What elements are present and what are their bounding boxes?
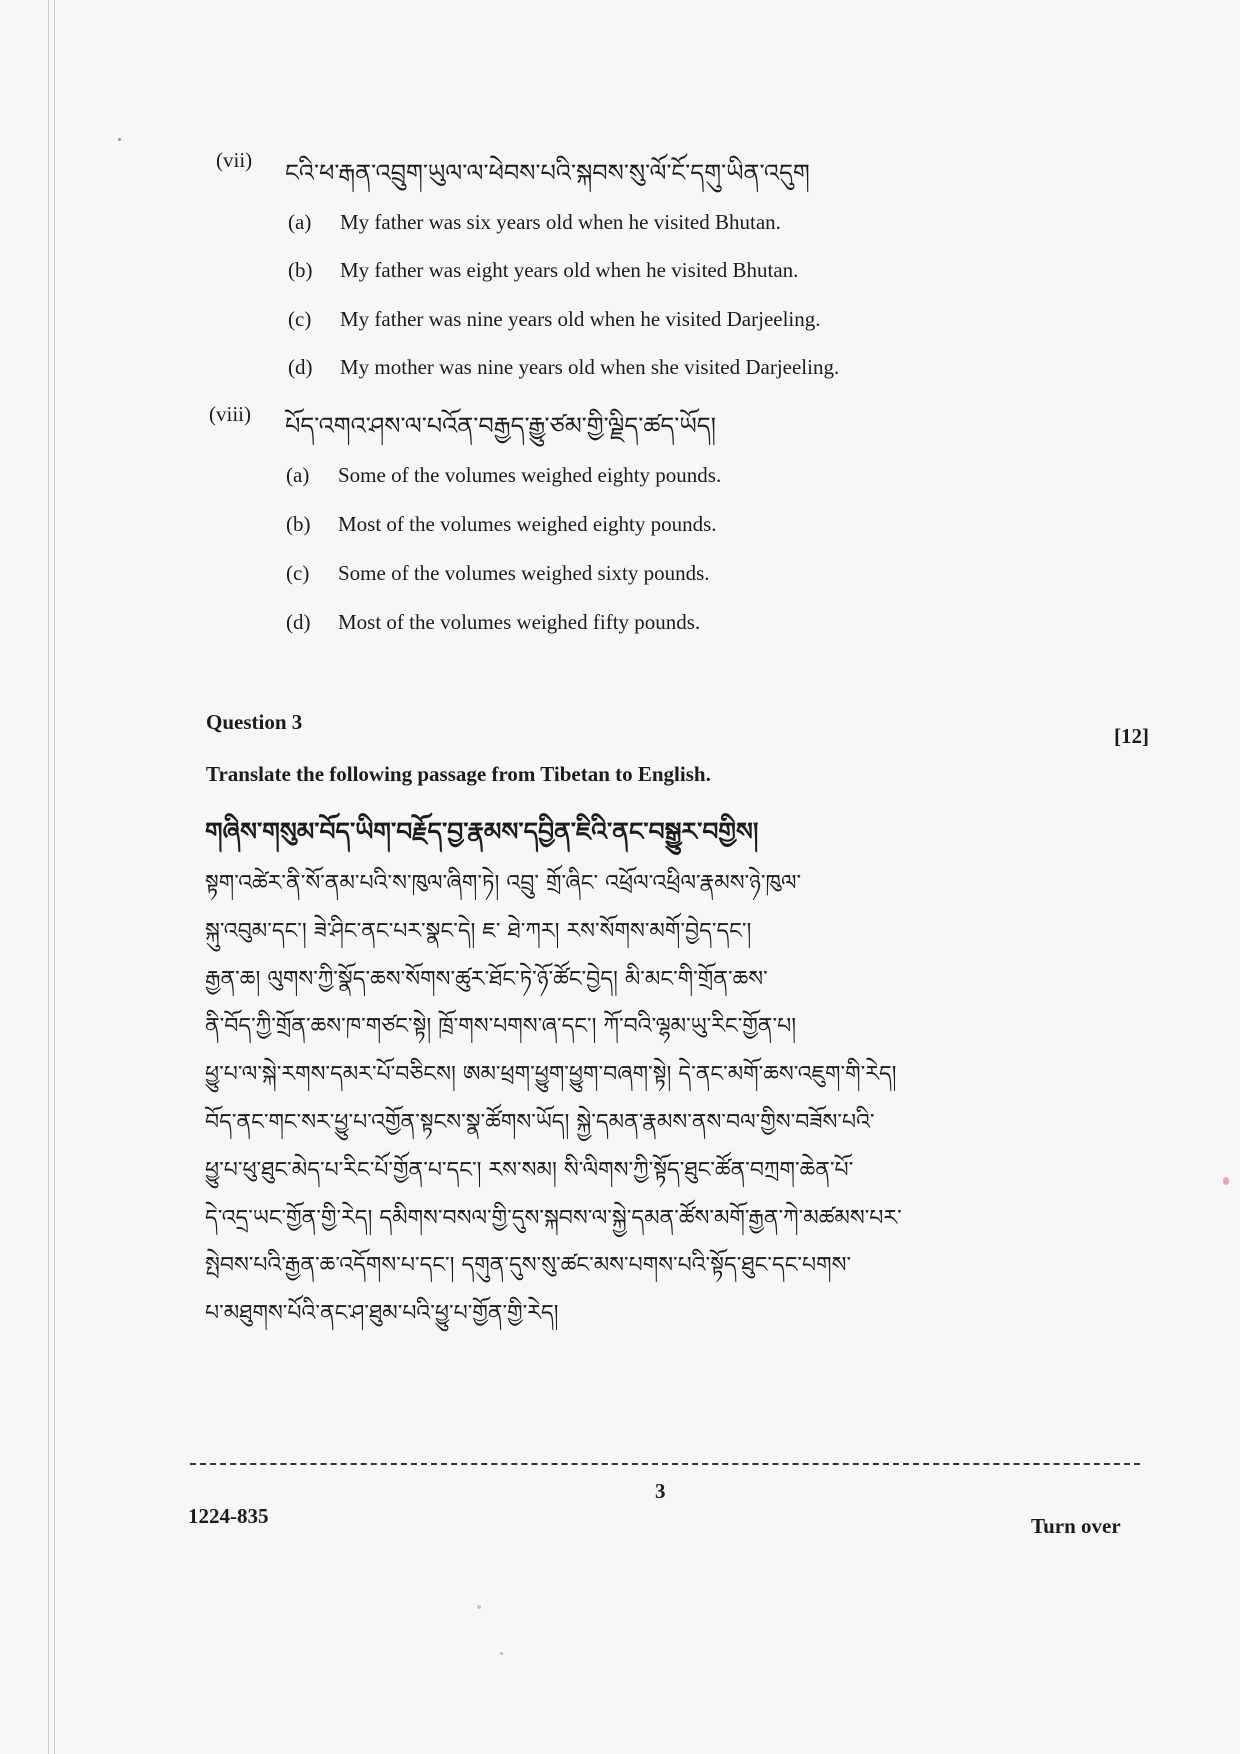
question-vii-option-d (288, 355, 839, 380)
option-letter: (b) (286, 512, 311, 536)
passage-line: དེ་འདྲ་ཡང་གྱོན་གྱི་རེད། དམིགས་བསལ་གྱི་དུས་སྐབས་ལ་སྐྱེ་དམན་ཚོས་མགོ་རྒྱན་ཀེ་མཚམས་པར་ (205, 1205, 902, 1231)
passage-line: རྒྱན་ཆ། ལུགས་ཀྱི་སྣོད་ཆས་སོགས་ཚུར་ཐོང་ཏེ་ཉོ་ཚོང་བྱེད། མི་མང་གི་གྲོན་ཆས་ (205, 966, 768, 992)
passage-line: བོད་ནང་གང་སར་ཕྱུ་པ་འགྱོན་སྟངས་སྣ་ཚོགས་ཡོད། སྐྱེ་དམན་རྣམས་ནས་བལ་གྱིས་བཟོས་པའི་ (205, 1109, 875, 1135)
turn-over-label: Turn over (1031, 1514, 1121, 1538)
option-letter: (a) (286, 463, 310, 487)
passage-line: སྐུ་འབུམ་དང་། ཟེ་ཤིང་ནང་པར་སྣང་དེ། ཇ་ ཐེ་ཀར། རས་སོགས་མགོ་བྱེད་དང་། (205, 918, 752, 944)
option-letter: (d) (286, 610, 311, 634)
question-viii-option-c (286, 561, 710, 586)
scan-speck (118, 138, 121, 141)
passage-line: ཕྱུ་པ་ལ་སྐེ་རགས་དམར་པོ་བཅིངས། ཨམ་ཕྲག་ཕྱུག་ཕྱུག་བཞག་སྟེ། དེ་ནང་མགོ་ཆས་འཇུག་གི་རེད། (205, 1062, 897, 1088)
question-3-marks: [12] (1114, 724, 1149, 748)
scan-margin-line (48, 0, 49, 1754)
scan-speck (477, 1605, 481, 1609)
option-text: Most of the volumes weighed fifty pounds. (338, 610, 701, 634)
question-viii-option-b (286, 512, 717, 537)
passage-line: སྤེབས་པའི་རྒྱན་ཆ་འདོགས་པ་དང་། དགུན་དུས་སུ་ཚང་མས་པགས་པའི་སྟོད་ཐུང་དང་པགས་ (205, 1253, 852, 1279)
option-text: My mother was nine years old when she visited Darjeeling. (340, 355, 840, 379)
footer-divider (190, 1463, 1140, 1465)
passage-line: ནི་བོད་ཀྱི་གྲོན་ཆས་ཁ་གཙང་སྟེ། ཁྲོ་གས་པགས་ཞ་དང་། ཀོ་བའི་ལྷམ་ཡུ་རིང་གྱོན་པ། (205, 1014, 797, 1040)
option-text: Some of the volumes weighed eighty pounds. (338, 463, 722, 487)
option-text: Some of the volumes weighed sixty pounds. (338, 561, 710, 585)
question-vii-number: (vii) (216, 148, 253, 172)
paper-code: 1224-835 (188, 1504, 269, 1528)
question-viii-option-a (286, 463, 721, 488)
tibetan-passage (205, 860, 1085, 1338)
passage-line: སྟག་འཚེར་ནི་སོ་ནམ་པའི་ས་ཁུལ་ཞིག་ཏེ། འབྲུ་ གྲོ་ཞིང་ འཕྲོལ་འཕྲིལ་རྣམས་ཉེ་ཁུལ་ (205, 871, 802, 896)
option-text: Most of the volumes weighed eighty pounds. (338, 512, 717, 536)
question-vii-tibetan: ངའི་ཕ་རྒན་འབྲུག་ཡུལ་ལ་ཕེབས་པའི་སྐབས་སུ་ལོ་ངོ་དགུ་ཡིན་འདུག (285, 159, 810, 187)
option-text: My father was nine years old when he visited Darjeeling. (340, 307, 821, 331)
question-viii-number: (viii) (209, 402, 251, 426)
page-number: 3 (655, 1479, 666, 1503)
option-letter: (c) (286, 561, 310, 585)
option-letter: (a) (288, 210, 312, 234)
question-vii-option-a (288, 210, 781, 235)
question-vii-option-c (288, 307, 821, 332)
scan-margin-line (54, 0, 55, 1754)
question-3-title: Question 3 (206, 710, 303, 734)
option-letter: (d) (288, 355, 313, 379)
passage-line: པ་མཐུགས་པོའི་ནང་ཤ་ཐུམ་པའི་ཕྱུ་པ་གྱོན་གྱི་རེད། (205, 1301, 559, 1327)
option-letter: (c) (288, 307, 312, 331)
question-viii-option-d (286, 610, 700, 635)
scan-speck (500, 1652, 503, 1655)
passage-title: གཞིས་གསུམ་བོད་ཡིག་བརྗོད་བྱ་རྣམས་དབྱིན་ཇིའི་ནང་བསྒྱུར་བགྱིས། (205, 817, 759, 846)
passage-line: ཕྱུ་པ་ཕུ་ཐུང་མེད་པ་རིང་པོ་གྱོན་པ་དང་། རས་སམ། སི་ལིགས་ཀྱི་སྟོད་ཐུང་ཚོན་བཀྲག་ཆེན་པོ་ (205, 1157, 854, 1183)
question-viii-tibetan: པོད་འགའ་ཤས་ལ་པའོན་བརྒྱད་རྒྱུ་ཙམ་གྱི་ལྗིད་ཚད་ཡོད། (285, 412, 716, 440)
option-text: My father was eight years old when he visited Bhutan. (340, 258, 799, 282)
question-vii-option-b (288, 258, 798, 283)
question-3-instruction: Translate the following passage from Tibetan to English. (206, 762, 711, 786)
scan-speck (1223, 1177, 1229, 1185)
option-text: My father was six years old when he visited Bhutan. (340, 210, 781, 234)
option-letter: (b) (288, 258, 313, 282)
